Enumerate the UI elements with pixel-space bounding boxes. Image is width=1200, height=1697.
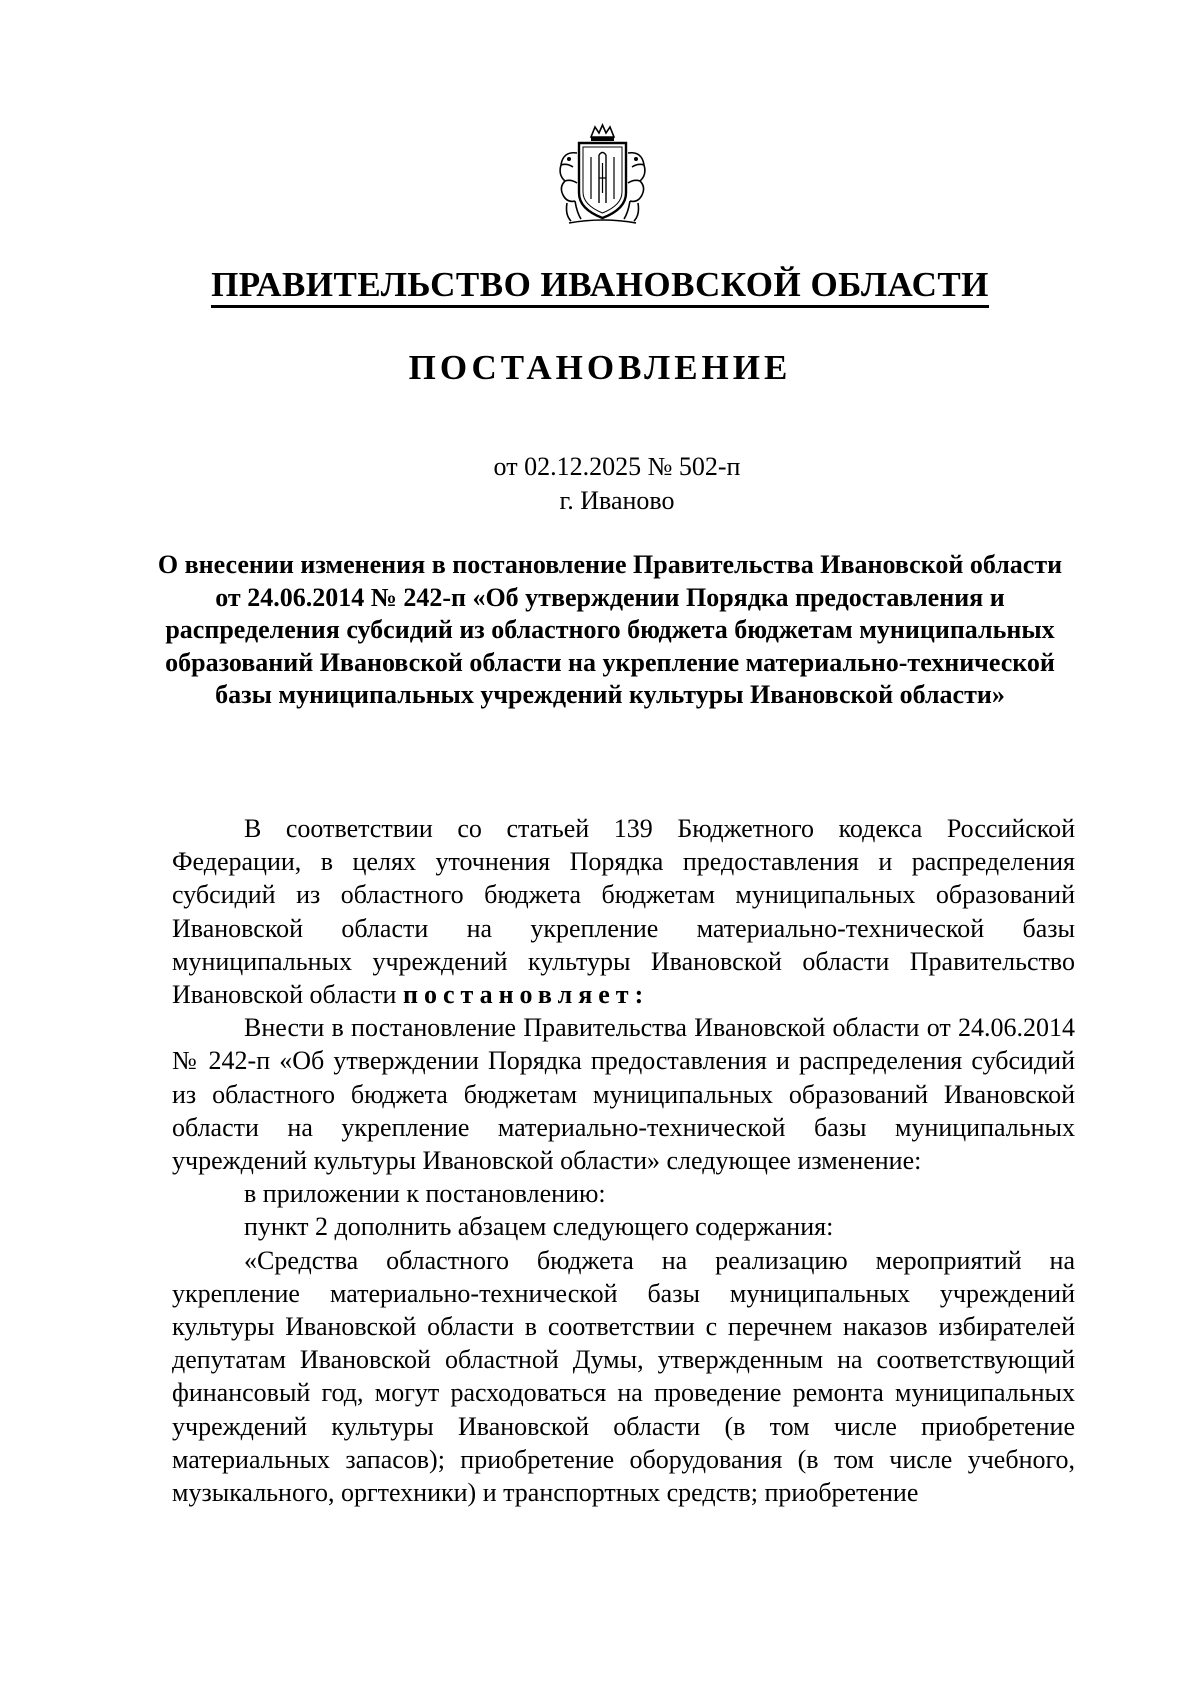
date-number: от 02.12.2025 № 502-п: [493, 452, 741, 481]
city: г. Иваново: [559, 486, 675, 515]
organization-name: ПРАВИТЕЛЬСТВО ИВАНОВСКОЙ ОБЛАСТИ: [211, 266, 989, 308]
ivanovo-coat-of-arms-icon: [555, 123, 650, 228]
paragraph-1: [172, 812, 1075, 1011]
document-meta: [0, 450, 1200, 518]
paragraph-1-emphasis: постановляет:: [402, 980, 650, 1010]
paragraph-4: пункт 2 дополнить абзацем следующего содержания:: [244, 1212, 834, 1242]
paragraph-1-text: В соответствии со статьей 139 Бюджетного кодекса Российской Федерации, в целях уточнения Порядка предоставления и распределения субсидий из областного бюджета бюджетам муниципальных образований Ивановской области на укрепление материально-технической базы муниципальных учреждений культуры Ивановской области Правительство Ивановской области: [172, 814, 1075, 1010]
document-subject: О внесении изменения в постановление Правительства Ивановской области от 24.06.2014 № 242-п «Об утверждении Порядка предоставления и распределения субсидий из областного бюджета бюджетам муниципальных образований Ивановской области на укрепление материально-технической базы муниципальных учреждений культуры Ивановской области»: [157, 550, 1063, 710]
organization-title: [0, 265, 1200, 308]
document-body: [172, 812, 1075, 1509]
paragraph-3: в приложении к постановлению:: [244, 1179, 606, 1209]
paragraph-2: Внести в постановление Правительства Ивановской области от 24.06.2014 № 242-п «Об утверждении Порядка предоставления и распределения субсидий из областного бюджета бюджетам муниципальных образований Ивановской области на укрепление материально-технической базы муниципальных учреждений культуры Ивановской области» следующее изменение:: [172, 1013, 1075, 1176]
paragraph-5: «Средства областного бюджета на реализацию мероприятий на укрепление материально-технической базы муниципальных учреждений культуры Ивановской области в соответствии с перечнем наказов избирателей депутатам Ивановской областной Думы, утвержденным на соответствующий финансовый год, могут расходоваться на проведение ремонта муниципальных учреждений культуры Ивановской области (в том числе приобретение материальных запасов); приобретение оборудования (в том числе учебного, музыкального, оргтехники) и транспортных средств; приобретение: [172, 1245, 1075, 1508]
document-type: ПОСТАНОВЛЕНИЕ: [408, 348, 792, 387]
